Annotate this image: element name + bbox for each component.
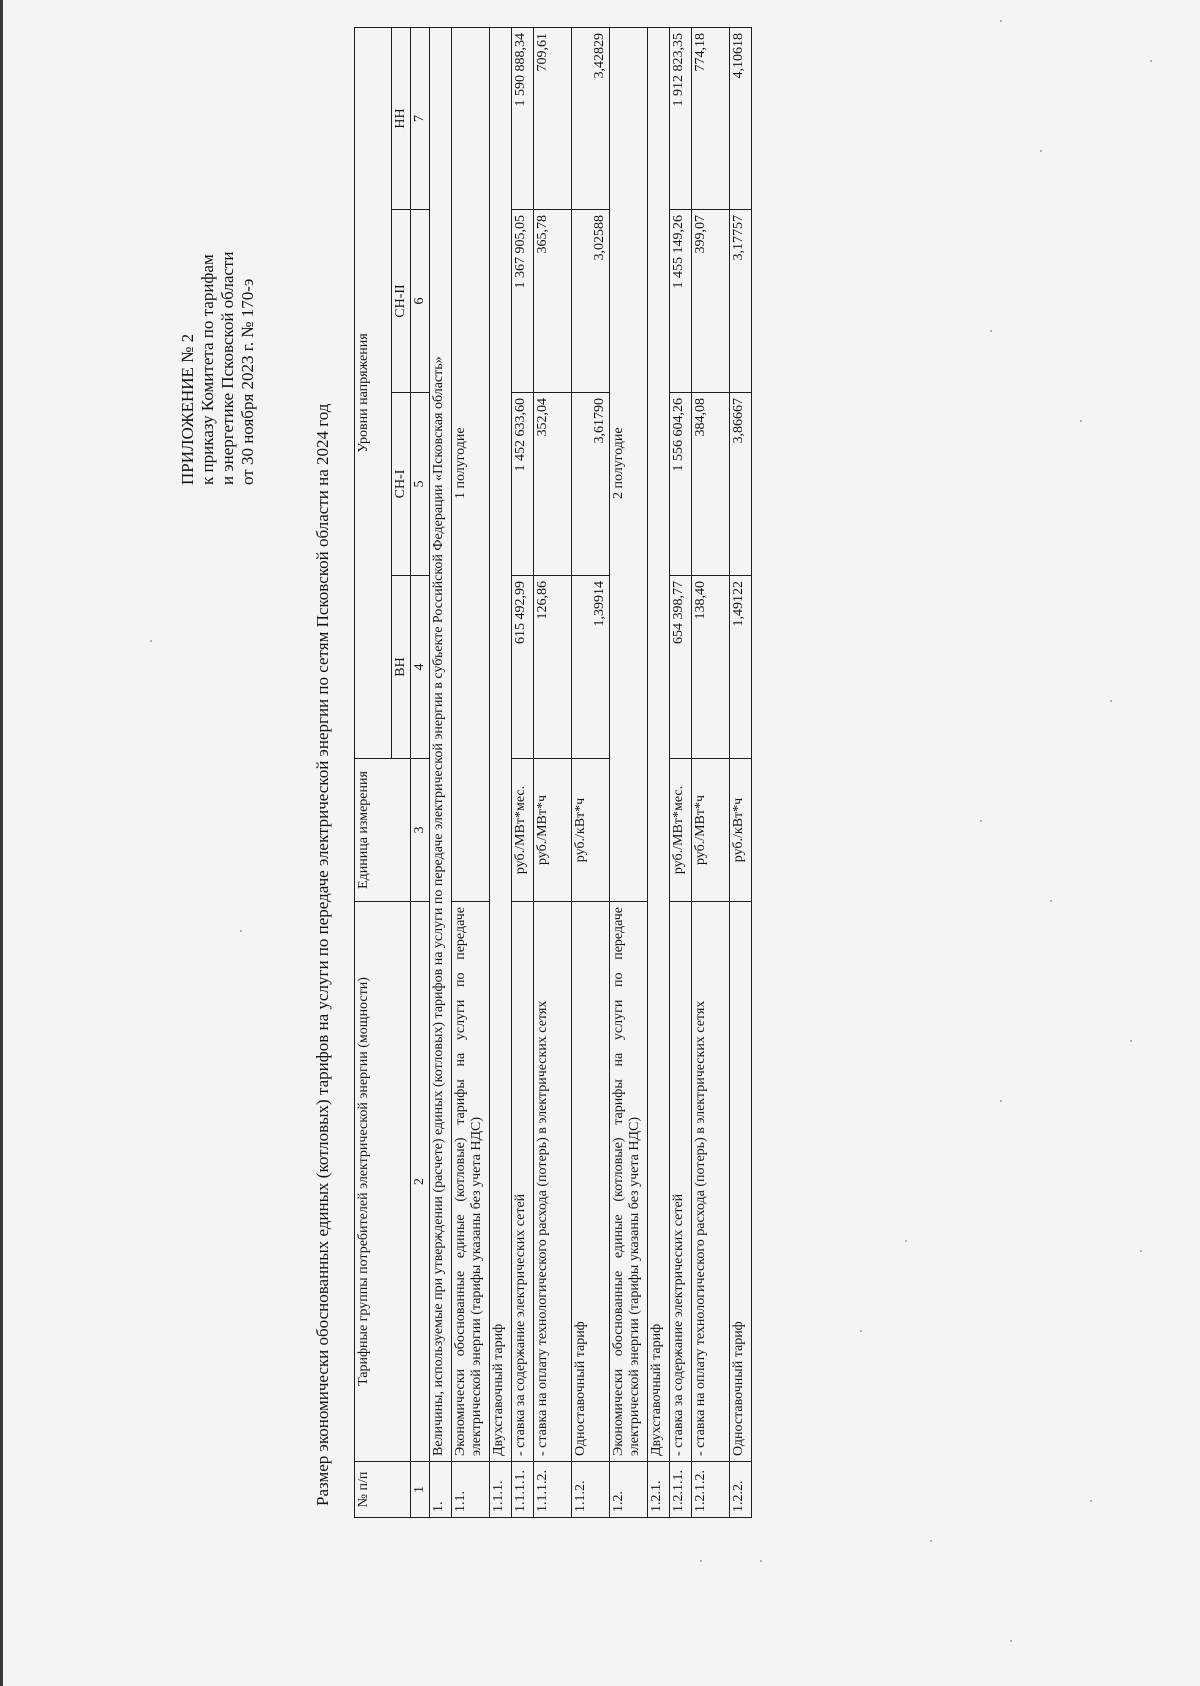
row-text: - ставка на оплату технологического расхода (потерь) в электрических сетях (692, 902, 730, 1462)
table-row (692, 27, 730, 1517)
value-sn2: 1 367 905,05 (512, 210, 534, 393)
value-vn: 1,39914 (572, 576, 610, 759)
two-part-row (648, 27, 670, 1517)
row-num: 1.2.2. (730, 1462, 752, 1518)
header-consumer-group: Тарифные группы потребителей электрической энергии (мощности) (355, 902, 411, 1462)
section-text: Величины, используемые при утверждении (расчете) единых (котловых) тарифов на услуги по передаче электрической энергии в субъекте Российской Федерации «Псковская область» (430, 27, 452, 1461)
value-sn2: 365,78 (534, 210, 572, 393)
header-sn2: СН-II (392, 210, 411, 393)
value-nn: 1 912 823,35 (670, 27, 692, 209)
appendix-date-line: от 30 ноября 2023 г. № 170-э (238, 278, 257, 485)
value-sn1: 1 452 633,60 (512, 393, 534, 576)
row-unit: руб./МВт*мес. (512, 759, 534, 902)
row-num: 1.1.1.1. (512, 1462, 534, 1518)
period-text: Экономически обоснованные единые (котловые) тарифы на услуги по передаче электрической энергии (тарифы указаны без учета НДС) (610, 902, 648, 1462)
value-nn: 4,10618 (730, 27, 752, 209)
value-sn1: 3,61790 (572, 393, 610, 576)
row-num: 1.2.1.1. (670, 1462, 692, 1518)
row-text: - ставка за содержание электрических сетей (512, 902, 534, 1462)
section-num: 1. (430, 1462, 452, 1518)
column-number: 6 (411, 210, 430, 393)
period-text: Экономически обоснованные единые (котловые) тарифы на услуги по передаче электрической энергии (тарифы указаны без учета НДС) (452, 902, 490, 1462)
column-number: 4 (411, 576, 430, 759)
column-number: 2 (411, 902, 430, 1462)
table-row (730, 27, 752, 1517)
value-sn2: 3,02588 (572, 210, 610, 393)
value-nn: 3,42829 (572, 27, 610, 209)
table-header-row (355, 27, 392, 1517)
row-unit: руб./МВт*ч (692, 759, 730, 902)
appendix-order-line: к приказу Комитета по тарифам (198, 254, 217, 485)
table-row (572, 27, 610, 1517)
row-unit: руб./МВт*мес. (670, 759, 692, 902)
value-vn: 138,40 (692, 576, 730, 759)
period-label: 2 полугодие (610, 27, 648, 758)
row-num: 1.1.1.2. (534, 1462, 572, 1518)
row-unit: руб./кВт*ч (572, 759, 610, 902)
header-unit: Единица измерения (355, 759, 411, 902)
value-nn: 774,18 (692, 27, 730, 209)
row-num: 1.2.1. (648, 1462, 670, 1518)
value-vn: 615 492,99 (512, 576, 534, 759)
row-num: 1.2.1.2. (692, 1462, 730, 1518)
header-voltage-levels: Уровни напряжения (355, 27, 392, 758)
period-label: 1 полугодие (452, 27, 490, 758)
header-num: № п/п (355, 1462, 411, 1518)
row-text: - ставка за содержание электрических сетей (670, 902, 692, 1462)
table-row (534, 27, 572, 1517)
row-num: 1.1.2. (572, 1462, 610, 1518)
period-num: 1.2. (610, 1462, 648, 1518)
appendix-number: ПРИЛОЖЕНИЕ № 2 (178, 333, 197, 485)
value-nn: 1 590 888,34 (512, 27, 534, 209)
row-text: Одноставочный тариф (730, 902, 752, 1462)
two-part-row (490, 27, 512, 1517)
row-unit: руб./кВт*ч (730, 759, 752, 902)
appendix-committee-line: и энергетике Псковской области (218, 251, 237, 485)
row-unit: руб./МВт*ч (534, 759, 572, 902)
value-sn1: 3,86667 (730, 393, 752, 576)
row-text: Двухставочный тариф (490, 27, 512, 1461)
value-nn: 709,61 (534, 27, 572, 209)
header-sn1: СН-I (392, 393, 411, 576)
value-vn: 654 398,77 (670, 576, 692, 759)
tariff-table (354, 27, 752, 1518)
column-number-row (411, 27, 430, 1517)
appendix-header (178, 251, 258, 485)
value-vn: 126,86 (534, 576, 572, 759)
column-number: 1 (411, 1462, 430, 1518)
table-row (670, 27, 692, 1517)
value-sn2: 3,17757 (730, 210, 752, 393)
value-sn1: 1 556 604,26 (670, 393, 692, 576)
column-number: 7 (411, 27, 430, 209)
value-sn2: 399,07 (692, 210, 730, 393)
table-row (512, 27, 534, 1517)
period-row (610, 27, 648, 1517)
column-number: 5 (411, 393, 430, 576)
value-sn1: 384,08 (692, 393, 730, 576)
period-num: 1.1. (452, 1462, 490, 1518)
document-title: Размер экономически обоснованных единых (котловых) тарифов на услуги по передаче электрической энергии по сетям Псковской области на 2024 год (313, 403, 332, 1506)
row-text: - ставка на оплату технологического расхода (потерь) в электрических сетях (534, 902, 572, 1462)
row-text: Двухставочный тариф (648, 27, 670, 1461)
section-row (430, 27, 452, 1517)
header-vn: ВН (392, 576, 411, 759)
header-nn: НН (392, 27, 411, 209)
row-text: Одноставочный тариф (572, 902, 610, 1462)
row-num: 1.1.1. (490, 1462, 512, 1518)
period-row (452, 27, 490, 1517)
column-number: 3 (411, 759, 430, 902)
value-sn2: 1 455 149,26 (670, 210, 692, 393)
value-vn: 1,49122 (730, 576, 752, 759)
value-sn1: 352,04 (534, 393, 572, 576)
